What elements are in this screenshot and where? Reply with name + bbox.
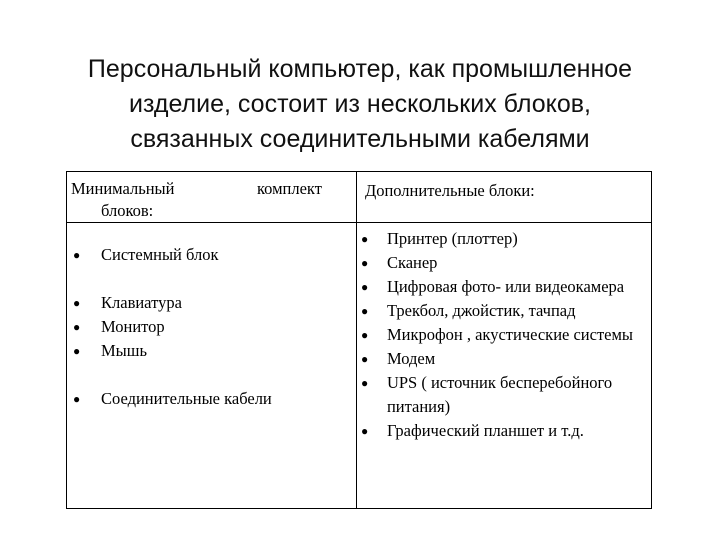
list-item-label: Клавиатура [101,293,182,312]
list-item [357,323,651,347]
right-header-text: Дополнительные блоки: [364,181,535,200]
list-item [67,243,356,267]
bullet-icon: ● [360,352,369,366]
bullet-icon: ● [360,424,369,438]
bullet-icon: ● [73,392,81,406]
list-item [357,299,651,323]
list-item-label: Сканер [386,253,438,272]
list-item [357,227,651,251]
list-item [67,339,356,363]
list-item [67,315,356,339]
bullet-icon: ● [73,296,81,310]
blocks-table [66,171,652,509]
bullet-icon: ● [73,248,81,262]
title-line-2: изделие, состоит из нескольких блоков, [129,90,591,118]
list-item [67,387,356,411]
left-header-word-1: Минимальный [71,179,175,198]
bullet-icon: ● [360,232,369,246]
bullet-icon: ● [360,280,369,294]
left-body-cell [67,223,357,509]
left-header-word-2: комплект [256,179,322,198]
list-item-label: Графический планшет и т.д. [386,421,584,440]
list-item-label: Микрофон , акустические системы [386,325,634,344]
list-item-label: Соединительные кабели [101,389,272,408]
right-header-cell [356,172,651,223]
list-item-label: Монитор [101,317,165,336]
list-item-label: Принтер (плоттер) [386,229,518,248]
bullet-icon: ● [360,328,369,342]
bullet-icon: ● [360,304,369,318]
list-item-label: Системный блок [101,245,219,264]
table-header-row [67,172,652,223]
bullet-icon: ● [73,320,81,334]
list-item [357,251,651,275]
list-item [357,275,651,299]
bullet-icon: ● [360,256,369,270]
list-item [357,347,651,371]
list-item-label: Цифровая фото- или видеокамера [386,277,625,296]
list-item [357,371,651,419]
bullet-icon: ● [360,376,369,390]
left-header-cell [67,172,357,223]
list-item-label: Трекбол, джойстик, тачпад [386,301,576,320]
title-line-1: Персональный компьютер, как промышленное [87,55,633,83]
list-item-label: UPS ( источник бесперебойного питания) [386,373,613,416]
bullet-icon: ● [73,344,81,358]
list-item [67,291,356,315]
list-item [357,419,651,443]
left-header-word-3: блоков: [101,201,154,220]
slide-title [20,52,700,157]
right-body-cell [356,223,651,509]
table-body-row [67,223,652,509]
list-item-label: Мышь [101,341,147,360]
title-line-3: связанных соединительными кабелями [130,125,590,153]
list-item-label: Модем [386,349,436,368]
